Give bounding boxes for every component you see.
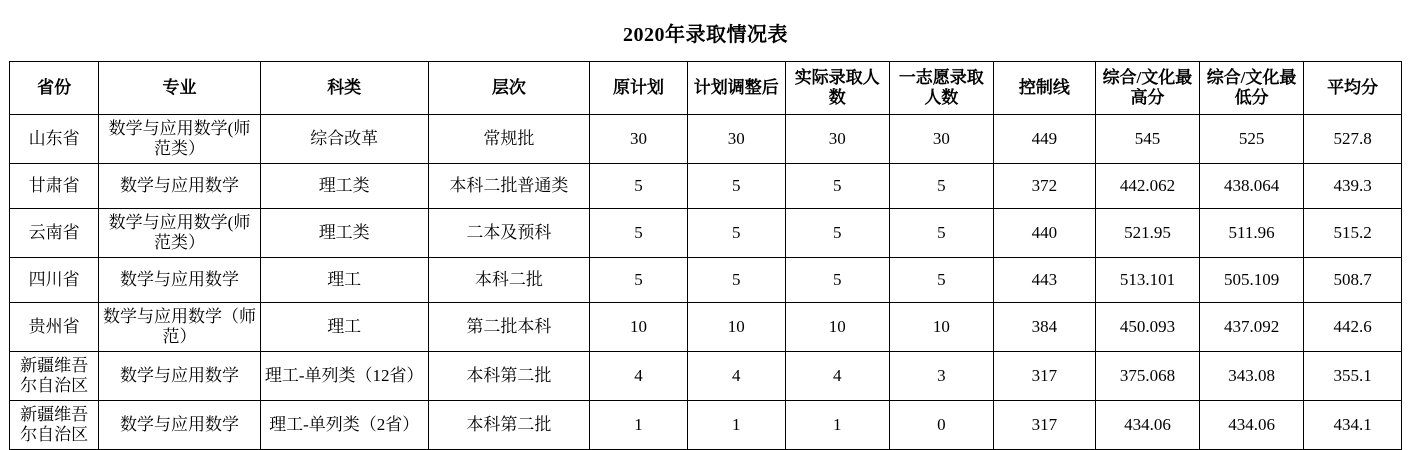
cell-plan: 1	[590, 401, 688, 450]
column-header-min-score: 综合/文化最低分	[1200, 62, 1304, 115]
cell-adjusted: 30	[687, 115, 785, 164]
table-row	[10, 164, 1402, 209]
cell-category: 综合改革	[260, 115, 428, 164]
cell-max-score: 442.062	[1095, 164, 1199, 209]
cell-province: 甘肃省	[10, 164, 99, 209]
column-header-max-score: 综合/文化最高分	[1095, 62, 1199, 115]
column-header-plan: 原计划	[590, 62, 688, 115]
admission-results-table	[9, 61, 1402, 450]
cell-level: 本科第二批	[428, 352, 590, 401]
table-row	[10, 209, 1402, 258]
cell-major: 数学与应用数学(师范类）	[99, 115, 261, 164]
cell-adjusted: 10	[687, 303, 785, 352]
cell-category: 理工-单列类（2省）	[260, 401, 428, 450]
column-header-average-score: 平均分	[1304, 62, 1402, 115]
cell-min-score: 434.06	[1200, 401, 1304, 450]
cell-adjusted: 1	[687, 401, 785, 450]
cell-avg-score: 442.6	[1304, 303, 1402, 352]
cell-level: 常规批	[428, 115, 590, 164]
cell-adjusted: 5	[687, 164, 785, 209]
cell-category: 理工-单列类（12省）	[260, 352, 428, 401]
cell-first-choice: 3	[889, 352, 993, 401]
cell-avg-score: 515.2	[1304, 209, 1402, 258]
cell-level: 本科二批普通类	[428, 164, 590, 209]
column-header-category: 科类	[260, 62, 428, 115]
cell-control-line: 384	[993, 303, 1095, 352]
cell-control-line: 317	[993, 401, 1095, 450]
column-header-actual-admitted: 实际录取人数	[785, 62, 889, 115]
cell-major: 数学与应用数学	[99, 164, 261, 209]
cell-plan: 4	[590, 352, 688, 401]
cell-actual: 10	[785, 303, 889, 352]
table-header-row	[10, 62, 1402, 115]
cell-max-score: 375.068	[1095, 352, 1199, 401]
table-row	[10, 258, 1402, 303]
cell-province: 贵州省	[10, 303, 99, 352]
cell-adjusted: 5	[687, 209, 785, 258]
cell-province: 新疆维吾尔自治区	[10, 401, 99, 450]
table-row	[10, 303, 1402, 352]
column-header-control-line: 控制线	[993, 62, 1095, 115]
cell-level: 第二批本科	[428, 303, 590, 352]
cell-max-score: 434.06	[1095, 401, 1199, 450]
cell-min-score: 505.109	[1200, 258, 1304, 303]
cell-max-score: 450.093	[1095, 303, 1199, 352]
column-header-province: 省份	[10, 62, 99, 115]
cell-min-score: 525	[1200, 115, 1304, 164]
cell-first-choice: 30	[889, 115, 993, 164]
cell-actual: 4	[785, 352, 889, 401]
cell-province: 山东省	[10, 115, 99, 164]
cell-actual: 1	[785, 401, 889, 450]
cell-category: 理工	[260, 258, 428, 303]
table-row	[10, 115, 1402, 164]
cell-major: 数学与应用数学(师范类）	[99, 209, 261, 258]
cell-province: 四川省	[10, 258, 99, 303]
table-row	[10, 352, 1402, 401]
cell-first-choice: 5	[889, 258, 993, 303]
cell-min-score: 438.064	[1200, 164, 1304, 209]
cell-category: 理工类	[260, 164, 428, 209]
cell-level: 二本及预科	[428, 209, 590, 258]
cell-level: 本科第二批	[428, 401, 590, 450]
cell-first-choice: 10	[889, 303, 993, 352]
cell-major: 数学与应用数学	[99, 258, 261, 303]
cell-actual: 5	[785, 209, 889, 258]
cell-adjusted: 5	[687, 258, 785, 303]
cell-control-line: 317	[993, 352, 1095, 401]
column-header-adjusted-plan: 计划调整后	[687, 62, 785, 115]
cell-plan: 5	[590, 164, 688, 209]
table-row	[10, 401, 1402, 450]
cell-actual: 30	[785, 115, 889, 164]
cell-avg-score: 439.3	[1304, 164, 1402, 209]
column-header-major: 专业	[99, 62, 261, 115]
column-header-level: 层次	[428, 62, 590, 115]
cell-first-choice: 0	[889, 401, 993, 450]
cell-major: 数学与应用数学（师范）	[99, 303, 261, 352]
cell-category: 理工	[260, 303, 428, 352]
cell-level: 本科二批	[428, 258, 590, 303]
cell-min-score: 437.092	[1200, 303, 1304, 352]
cell-province: 云南省	[10, 209, 99, 258]
cell-major: 数学与应用数学	[99, 352, 261, 401]
cell-actual: 5	[785, 164, 889, 209]
cell-control-line: 440	[993, 209, 1095, 258]
cell-max-score: 513.101	[1095, 258, 1199, 303]
cell-plan: 5	[590, 209, 688, 258]
cell-major: 数学与应用数学	[99, 401, 261, 450]
cell-control-line: 443	[993, 258, 1095, 303]
column-header-first-choice-admitted: 一志愿录取人数	[889, 62, 993, 115]
cell-plan: 5	[590, 258, 688, 303]
cell-avg-score: 355.1	[1304, 352, 1402, 401]
cell-max-score: 521.95	[1095, 209, 1199, 258]
cell-actual: 5	[785, 258, 889, 303]
cell-avg-score: 527.8	[1304, 115, 1402, 164]
cell-province: 新疆维吾尔自治区	[10, 352, 99, 401]
page-title: 2020年录取情况表	[623, 24, 788, 46]
cell-avg-score: 434.1	[1304, 401, 1402, 450]
cell-control-line: 372	[993, 164, 1095, 209]
cell-first-choice: 5	[889, 164, 993, 209]
cell-first-choice: 5	[889, 209, 993, 258]
cell-min-score: 511.96	[1200, 209, 1304, 258]
cell-min-score: 343.08	[1200, 352, 1304, 401]
cell-adjusted: 4	[687, 352, 785, 401]
cell-control-line: 449	[993, 115, 1095, 164]
cell-avg-score: 508.7	[1304, 258, 1402, 303]
cell-plan: 30	[590, 115, 688, 164]
cell-category: 理工类	[260, 209, 428, 258]
cell-plan: 10	[590, 303, 688, 352]
cell-max-score: 545	[1095, 115, 1199, 164]
